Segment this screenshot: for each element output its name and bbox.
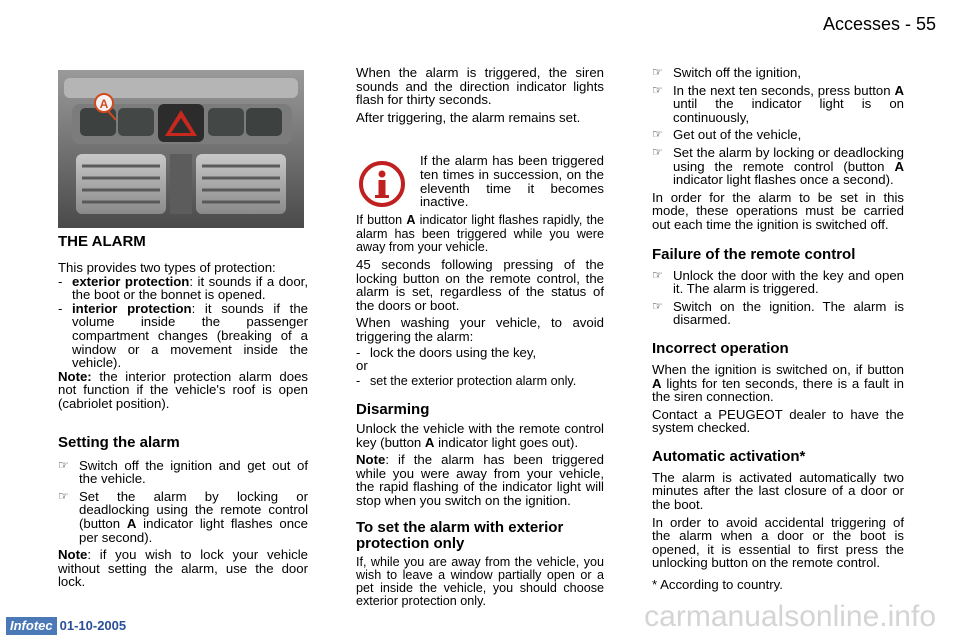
pointing-hand-icon: ☞ (652, 82, 663, 97)
triggered-paragraph: When the alarm is triggered, the siren sounds and the direction indicator lights flash for thirty seconds. (356, 65, 604, 108)
type-interior-text: : it sounds if the volume inside the passenger compartment changes (breaking of a window or a movement inside the vehicle). (72, 300, 308, 371)
interior-off-step-3: ☞ Get out of the vehicle, (652, 127, 802, 143)
note-interior: Note: the interior protection alarm does not function if the vehicle's roof is open (cabriolet position). (58, 368, 308, 411)
note-disarming: Note: if the alarm has been triggered while you were away from your vehicle, the rapid flashing of the indicator light will stop when you switch on the ignition. (356, 452, 604, 508)
pointing-hand-icon: ☞ (652, 267, 663, 282)
column-3 (652, 66, 904, 592)
pointing-hand-icon: ☞ (58, 457, 69, 472)
column-2 (356, 66, 604, 608)
section-title-the-alarm: THE ALARM (58, 233, 146, 250)
pointing-hand-icon: ☞ (652, 65, 663, 79)
info-flashes-paragraph: If button A indicator light flashes rapidly, the alarm has been triggered while you were away from your vehicle. (356, 213, 604, 254)
order-paragraph: In order for the alarm to be set in this mode, these operations must be carried out each time the ignition is switched off. (652, 189, 904, 232)
footer-date: 01-10-2005 (59, 618, 127, 633)
type-interior-label: interior protection (72, 300, 192, 316)
setting-step-1: ☞ Switch off the ignition and get out of the vehicle. (58, 457, 308, 487)
infotec-logo: Infotec (6, 617, 57, 635)
pointing-hand-icon: ☞ (652, 127, 663, 142)
callout-label-a: A (99, 97, 109, 111)
console-illustration (58, 70, 304, 228)
info-i-icon (358, 160, 406, 208)
info-box (356, 154, 604, 210)
pointing-hand-icon: ☞ (58, 488, 69, 503)
interior-off-step-1: ☞ Switch off the ignition, (652, 65, 802, 80)
pointing-hand-icon: ☞ (652, 298, 663, 313)
section-title-automatic-activation: Automatic activation* (652, 447, 806, 465)
pointing-hand-icon: ☞ (652, 144, 663, 159)
after-trigger-paragraph: After triggering, the alarm remains set. (356, 109, 581, 125)
section-title-exterior-only: To set the alarm with exterior protection only (356, 518, 564, 552)
info-text: If the alarm has been triggered ten times in succession, on the eleventh time it becomes inactive. (420, 153, 604, 210)
footer (6, 617, 126, 635)
washing-paragraph: When washing your vehicle, to avoid triggering the alarm: (356, 315, 604, 344)
column-1 (58, 234, 308, 589)
disarming-paragraph: Unlock the vehicle with the remote control key (button A indicator light goes out). (356, 420, 604, 450)
interior-off-step-2: ☞ In the next ten seconds, press button A until the indicator light is on continuously, (652, 82, 904, 125)
exterior-only-paragraph: If, while you are away from the vehicle, you wish to leave a window partially open or a pet inside the vehicle, you should choose exterior protection only. (356, 554, 604, 609)
dashboard-console-photo (58, 70, 304, 228)
alarm-intro: This provides two types of protection: (58, 260, 276, 275)
washing-option-2: - set the exterior protection alarm only. (356, 373, 577, 388)
auto-paragraph-2: In order to avoid accidental triggering of the alarm when a door or the boot is opened, it is essential to first press the unlocking button on the remote control. (652, 514, 904, 571)
type-exterior-text: : it sounds if a door, the boot or the bonnet is opened. (72, 273, 308, 303)
section-title-remote-failure: Failure of the remote control (652, 245, 856, 263)
incorrect-paragraph: When the ignition is switched on, if button A lights for ten seconds, there is a fault in the siren connection. (652, 361, 904, 405)
auto-paragraph-1: The alarm is activated automatically two minutes after the last closure of a door or the boot. (652, 469, 904, 513)
washing-option-1: - lock the doors using the key, (356, 344, 537, 360)
type-interior: - interior protection: it sounds if the volume inside the passenger compartment changes (breaking of a window or a movement inside the vehicle). (58, 300, 308, 371)
failure-step-1: ☞ Unlock the door with the key and open it. The alarm is triggered. (652, 267, 904, 297)
section-title-setting: Setting the alarm (58, 433, 180, 451)
setting-step-2: ☞ Set the alarm by locking or deadlocking using the remote control (button A indicator light flashes once per second). (58, 488, 308, 545)
type-exterior: - exterior protection: it sounds if a door, the boot or the bonnet is opened. (58, 273, 308, 303)
type-exterior-label: exterior protection (72, 273, 190, 289)
page-header-title: Accesses - 55 (822, 14, 936, 34)
note-lock-without-alarm: Note: if you wish to lock your vehicle without setting the alarm, use the door lock. (58, 547, 308, 590)
or-text: or (356, 358, 368, 374)
section-title-disarming: Disarming (356, 400, 430, 418)
contact-dealer-paragraph: Contact a PEUGEOT dealer to have the system checked. (652, 406, 904, 436)
interior-off-step-4: ☞ Set the alarm by locking or deadlocking using the remote control (button A indicator light flashes once a second). (652, 144, 904, 188)
watermark: carmanualsonline.info (644, 600, 936, 633)
failure-step-2: ☞ Switch on the ignition. The alarm is disarmed. (652, 298, 904, 328)
section-title-incorrect-operation: Incorrect operation (652, 339, 789, 357)
footnote: * According to country. (652, 577, 783, 593)
seconds-paragraph: 45 seconds following pressing of the locking button on the remote control, the alarm is set, regardless of the status of the doors or boot. (356, 256, 604, 313)
